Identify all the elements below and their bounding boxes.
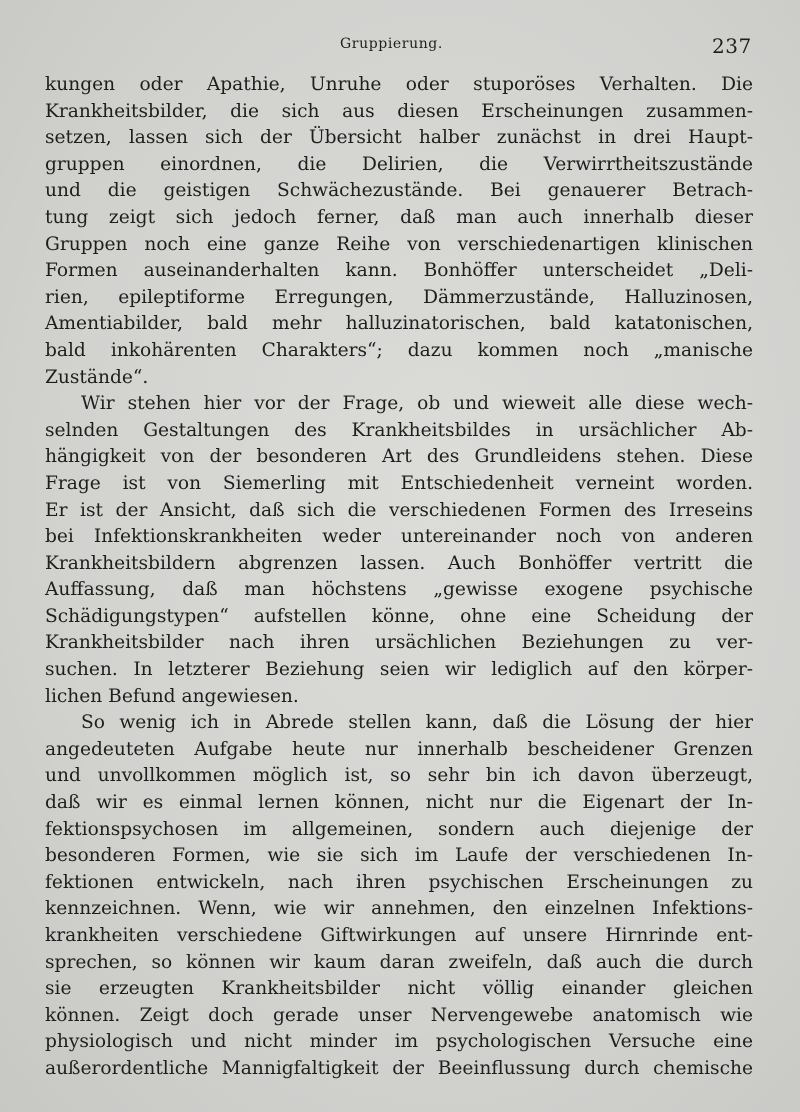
text-line: Amentiabilder, bald mehr halluzinatorischen, bald katatonischen, [45, 313, 753, 335]
text-line: und unvollkommen möglich ist, so sehr bin ich davon überzeugt, [45, 765, 753, 787]
text-line: Formen auseinanderhalten kann. Bonhöffer unterscheidet „Deli- [45, 260, 753, 282]
text-line: setzen, lassen sich der Übersicht halber zunächst in drei Haupt- [45, 127, 753, 149]
text-line: angedeuteten Aufgabe heute nur innerhalb bescheidener Grenzen [45, 738, 753, 760]
text-line: daß wir es einmal lernen können, nicht nur die Eigenart der In- [45, 792, 753, 814]
text-line: Er ist der Ansicht, daß sich die verschiedenen Formen des Irreseins [45, 499, 753, 521]
text-line: können. Zeigt doch gerade unser Nervengewebe anatomisch wie [45, 1004, 753, 1026]
text-line: Schädigungstypen“ aufstellen könne, ohne eine Scheidung der [45, 605, 753, 627]
text-line: tung zeigt sich jedoch ferner, daß man auch innerhalb dieser [45, 206, 753, 228]
text-line: rien, epileptiforme Erregungen, Dämmerzustände, Halluzinosen, [45, 286, 753, 308]
text-line: So wenig ich in Abrede stellen kann, daß die Lösung der hier [81, 712, 753, 734]
running-head-title: Gruppierung. [340, 36, 443, 52]
text-line: physiologisch und nicht minder im psychologischen Versuche eine [45, 1031, 753, 1053]
text-line: und die geistigen Schwächezustände. Bei genauerer Betrach- [45, 180, 753, 202]
body-text [45, 72, 753, 1083]
text-line: hängigkeit von der besonderen Art des Grundleidens stehen. Diese [45, 446, 753, 468]
text-line: Auffassung, daß man höchstens „gewisse exogene psychische [45, 579, 753, 601]
text-line: Gruppen noch eine ganze Reihe von verschiedenartigen klinischen [45, 233, 753, 255]
text-line: außerordentliche Mannigfaltigkeit der Beeinflussung durch chemische [45, 1057, 753, 1079]
page-number: 237 [712, 34, 752, 58]
text-line: fektionen entwickeln, nach ihren psychischen Erscheinungen zu [45, 871, 753, 893]
text-line: Zustände“. [45, 366, 149, 388]
text-line: sie erzeugten Krankheitsbilder nicht völlig einander gleichen [45, 978, 753, 1000]
text-line: Krankheitsbilder nach ihren ursächlichen Beziehungen zu ver- [45, 632, 753, 654]
text-line: Wir stehen hier vor der Frage, ob und wieweit alle diese wech- [81, 393, 753, 415]
text-line: bei Infektionskrankheiten weder untereinander noch von anderen [45, 526, 753, 548]
running-head [0, 34, 800, 58]
text-line: bald inkohärenten Charakters“; dazu kommen noch „manische [45, 339, 753, 361]
text-line: suchen. In letzterer Beziehung seien wir lediglich auf den körper- [45, 659, 753, 681]
text-line: kungen oder Apathie, Unruhe oder stuporöses Verhalten. Die [45, 74, 753, 95]
text-line: krankheiten verschiedene Giftwirkungen auf unsere Hirnrinde ent- [45, 925, 753, 946]
text-line: Krankheitsbildern abgrenzen lassen. Auch Bonhöffer vertritt die [45, 552, 753, 574]
text-line: lichen Befund angewiesen. [45, 685, 299, 707]
text-line: Krankheitsbilder, die sich aus diesen Erscheinungen zusammen- [45, 100, 753, 122]
text-line: fektionspsychosen im allgemeinen, sondern auch diejenige der [45, 818, 753, 840]
text-line: Frage ist von Siemerling mit Entschiedenheit verneint worden. [45, 472, 753, 494]
text-line: sprechen, so können wir kaum daran zweifeln, daß auch die durch [45, 951, 753, 973]
text-line: kennzeichnen. Wenn, wie wir annehmen, den einzelnen Infektions- [45, 898, 753, 920]
text-line: selnden Gestaltungen des Krankheitsbildes in ursächlicher Ab- [45, 419, 753, 441]
text-line: gruppen einordnen, die Delirien, die Verwirrtheitszustände [45, 153, 753, 175]
text-line: besonderen Formen, wie sie sich im Laufe der verschiedenen In- [45, 845, 753, 867]
